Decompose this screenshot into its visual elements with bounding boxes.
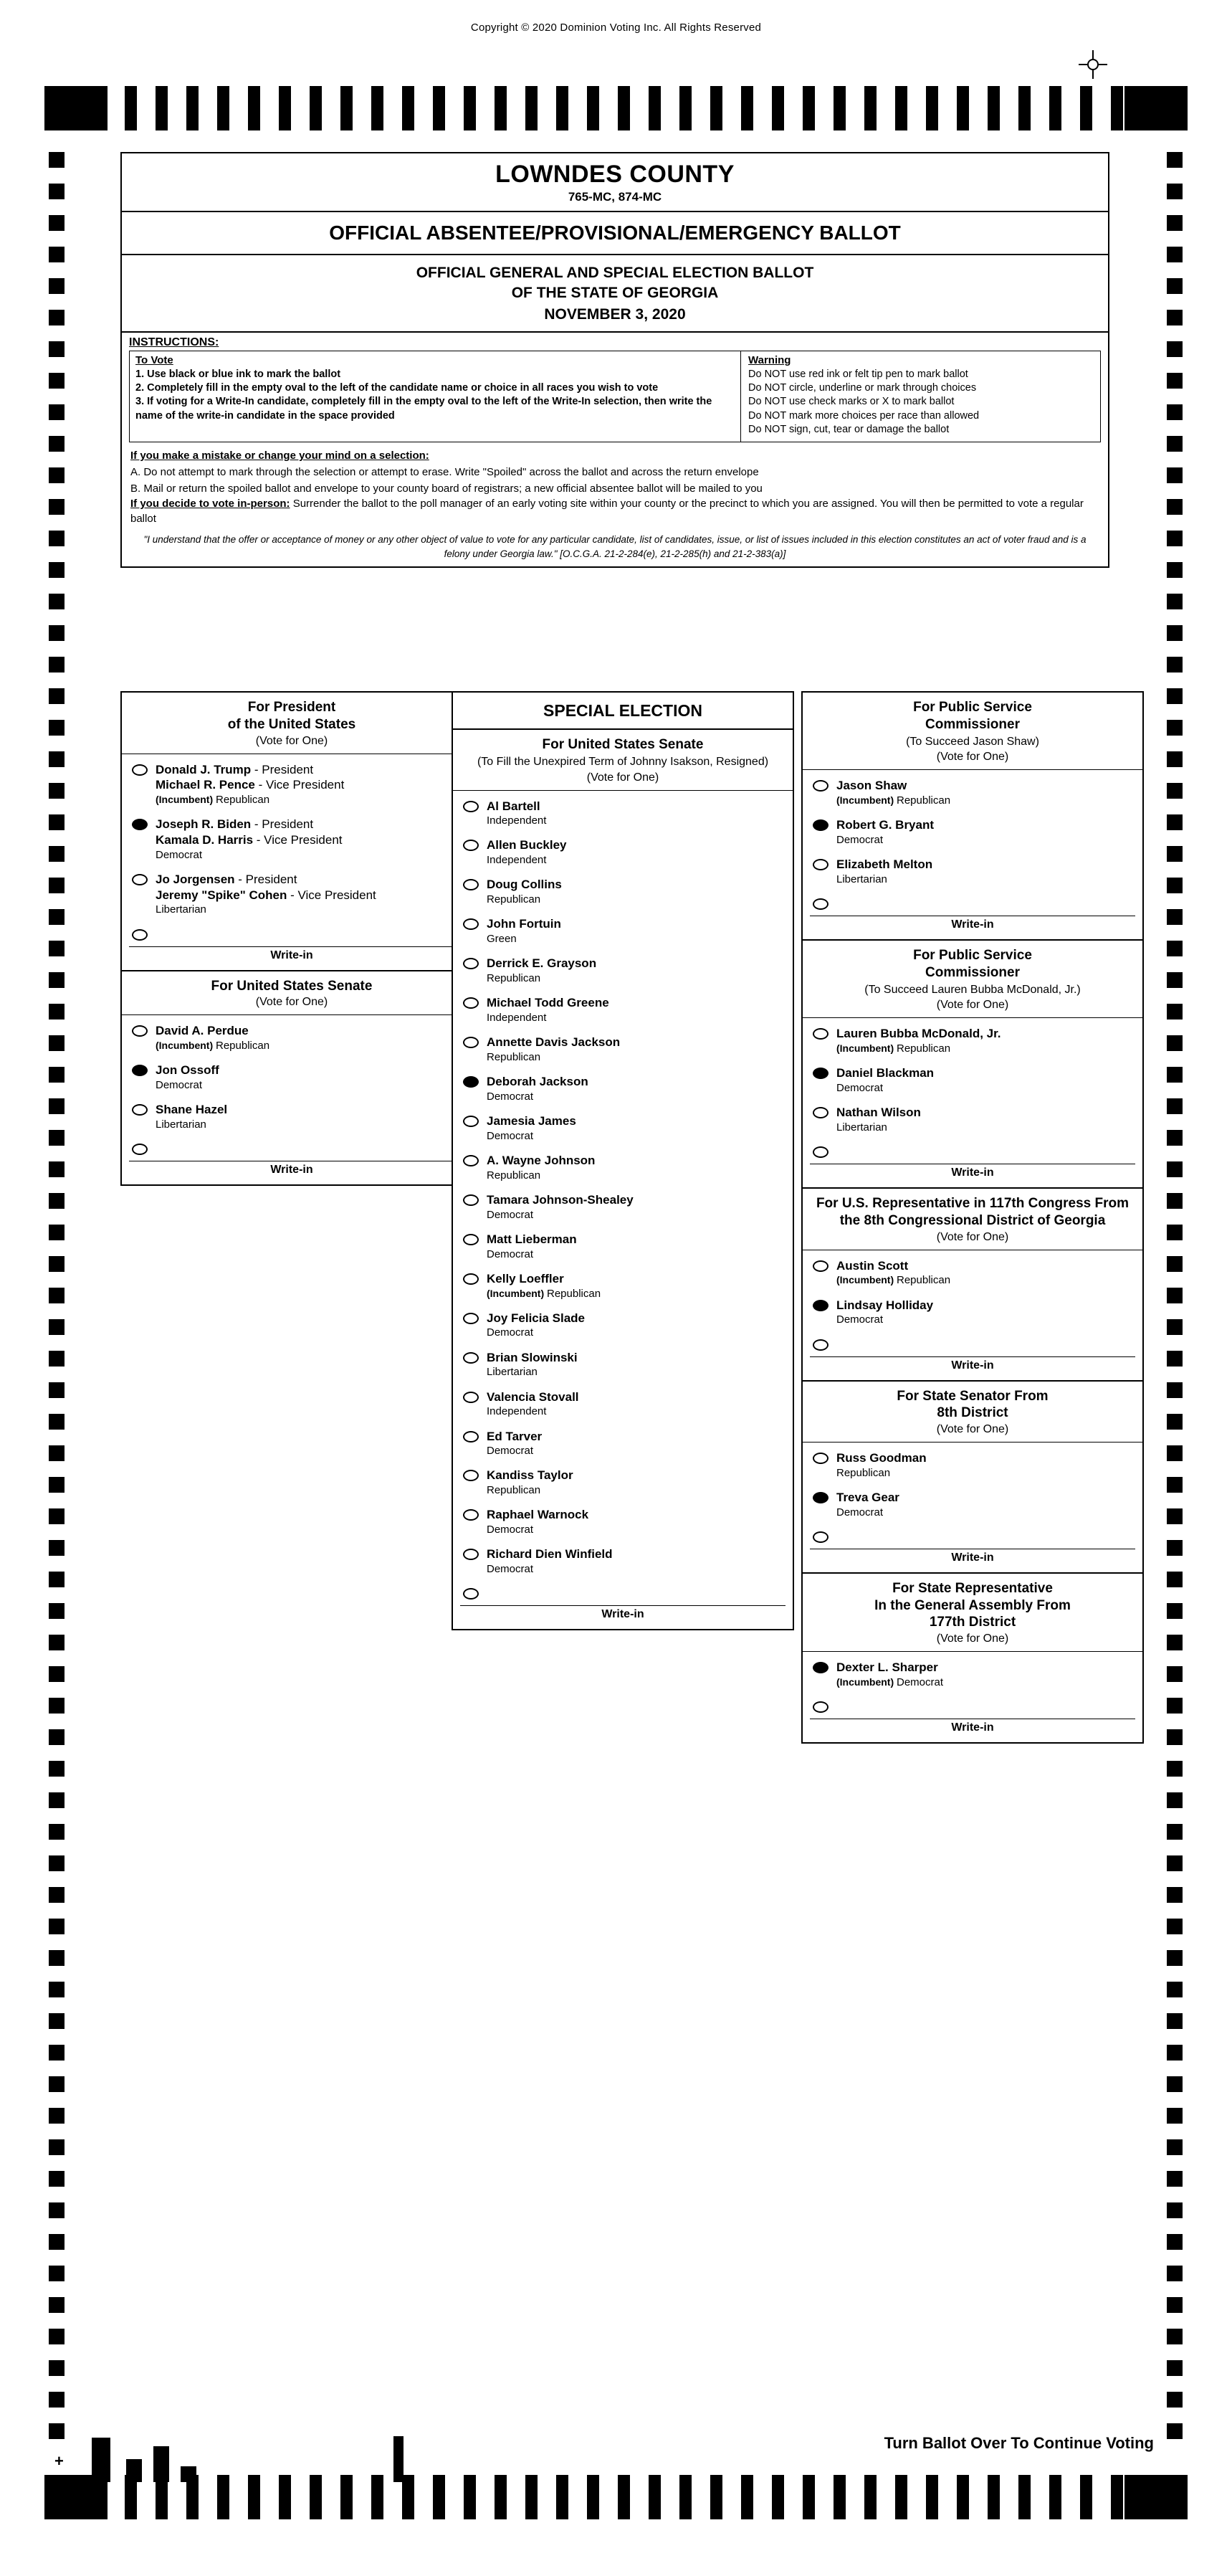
candidate-text — [487, 1113, 576, 1143]
candidate-name: Doug Collins — [487, 878, 562, 892]
contest-vote-for: (Vote for One) — [936, 1230, 1009, 1243]
candidate-name: Russ Goodman — [836, 1451, 927, 1465]
candidate-text — [487, 1192, 634, 1222]
vote-oval[interactable] — [813, 1701, 829, 1713]
vote-oval[interactable] — [813, 1662, 829, 1673]
candidate-row[interactable] — [453, 832, 793, 872]
vote-oval[interactable] — [813, 1068, 829, 1079]
contest-column-1 — [120, 691, 463, 1186]
candidate-party: (Incumbent) Republican — [836, 1274, 951, 1287]
contest-title: For State Representative In the General Assembly From 177th District — [874, 1580, 1071, 1630]
vote-oval[interactable] — [463, 1037, 479, 1048]
contest-title: For Public Service Commissioner — [913, 700, 1032, 732]
write-in-label: Write-in — [810, 916, 1135, 931]
to-vote-heading: To Vote — [135, 353, 173, 366]
candidate-party: Democrat — [487, 1208, 534, 1221]
candidate-text — [836, 1065, 934, 1095]
candidate-party: Libertarian — [487, 1366, 538, 1379]
vote-oval[interactable] — [813, 1531, 829, 1543]
candidate-party: Independent — [487, 1011, 547, 1024]
candidate-row[interactable] — [453, 1424, 793, 1463]
vote-oval[interactable] — [463, 1588, 479, 1600]
copyright-notice: Copyright © 2020 Dominion Voting Inc. All Rights Reserved — [470, 22, 762, 34]
vote-oval[interactable] — [463, 879, 479, 890]
contest-state-senator-8 — [801, 1382, 1144, 1574]
contest-state-rep-177 — [801, 1574, 1144, 1744]
vote-oval[interactable] — [132, 1104, 148, 1116]
write-in-row[interactable] — [453, 1581, 793, 1600]
contest-vote-for: (Vote for One) — [936, 751, 1009, 764]
vote-oval[interactable] — [463, 997, 479, 1009]
candidate-name: Annette Davis Jackson — [487, 1035, 621, 1050]
candidate-party: Republican — [836, 1466, 891, 1479]
candidate-party: (Incumbent) Republican — [836, 794, 951, 807]
candidate-row[interactable] — [122, 812, 462, 867]
candidate-text — [836, 817, 934, 847]
bottom-timing-marks — [44, 2475, 1188, 2519]
to-vote-item: 2. Completely fill in the empty oval to the left of the candidate name or choice in all races you wish to vote — [135, 381, 659, 394]
candidate-list — [803, 1652, 1142, 1742]
vote-oval[interactable] — [132, 764, 148, 776]
vote-oval[interactable] — [132, 874, 148, 885]
candidate-name: Lauren Bubba McDonald, Jr. — [836, 1027, 1001, 1041]
contest-us-senate-perdue — [120, 971, 463, 1187]
write-in-row[interactable] — [803, 891, 1142, 910]
candidate-name: Austin Scott — [836, 1258, 909, 1273]
candidate-name: David A. Perdue — [156, 1024, 249, 1038]
candidate-text — [487, 956, 596, 985]
vote-oval[interactable] — [463, 1392, 479, 1403]
candidate-row[interactable] — [453, 1541, 793, 1581]
candidate-name: Michael Todd Greene — [487, 996, 609, 1010]
footer-plus-mark: + — [54, 2452, 64, 2470]
contest-title: For U.S. Representative in 117th Congress From the 8th Congressional District of Georgia — [816, 1196, 1130, 1228]
candidate-name: Shane Hazel — [156, 1103, 228, 1117]
candidate-party: Democrat — [487, 1129, 534, 1142]
candidate-party: (Incumbent) Republican — [487, 1287, 601, 1300]
ballot-type-title: OFFICIAL ABSENTEE/PROVISIONAL/EMERGENCY BALLOT — [329, 222, 901, 244]
candidate-party: Republican — [487, 1050, 541, 1063]
candidate-row[interactable] — [803, 812, 1142, 852]
candidate-party: Democrat — [487, 1090, 534, 1103]
vote-oval[interactable] — [132, 1065, 148, 1076]
candidate-name: Nathan Wilson — [836, 1106, 921, 1120]
candidate-text — [156, 1063, 219, 1092]
candidate-text — [836, 1298, 933, 1327]
candidate-name: Valencia Stovall — [487, 1389, 579, 1404]
candidate-text — [836, 857, 932, 886]
candidate-name: Dexter L. Sharper — [836, 1660, 938, 1675]
candidate-party: (Incumbent) Democrat — [836, 1676, 944, 1688]
candidate-party: Democrat — [487, 1563, 534, 1576]
to-vote-item: 3. If voting for a Write-In candidate, completely fill in the empty oval to the left of the Write-In selection, then write the name of the write-in candidate in the space provided — [135, 396, 712, 422]
write-in-row[interactable] — [803, 1694, 1142, 1713]
candidate-row[interactable] — [453, 1069, 793, 1108]
candidate-text — [836, 1450, 927, 1480]
contest-title: For United States Senate — [542, 737, 704, 752]
candidate-party: (Incumbent) Republican — [156, 1040, 270, 1052]
candidate-text — [836, 1490, 899, 1519]
warning-column — [741, 351, 1100, 442]
candidate-text — [487, 1035, 620, 1064]
candidate-party: Republican — [487, 972, 541, 985]
candidate-text — [487, 1546, 613, 1576]
vote-oval[interactable] — [132, 819, 148, 830]
write-in-label: Write-in — [810, 1549, 1135, 1564]
candidate-row[interactable] — [453, 1502, 793, 1541]
write-in-row[interactable] — [803, 1139, 1142, 1158]
election-date: NOVEMBER 3, 2020 — [544, 305, 686, 323]
candidate-row[interactable] — [453, 1306, 793, 1345]
candidate-row[interactable] — [453, 911, 793, 951]
candidate-row[interactable] — [803, 1253, 1142, 1293]
candidate-text — [487, 1074, 588, 1103]
candidate-party: Republican — [487, 1484, 541, 1497]
contest-psc-shaw — [801, 691, 1144, 941]
candidate-text — [836, 1660, 943, 1689]
county-name: LOWNDES COUNTY — [495, 161, 735, 188]
candidate-name: Brian Slowinski — [487, 1350, 578, 1364]
turn-ballot-over-text: Turn Ballot Over To Continue Voting — [884, 2434, 1154, 2452]
write-in-row[interactable] — [803, 1524, 1142, 1543]
candidate-row[interactable] — [453, 1463, 793, 1502]
candidate-party: Democrat — [836, 1506, 884, 1518]
contest-title: For Public Service Commissioner — [913, 948, 1032, 980]
candidate-party: Independent — [487, 854, 547, 867]
contest-vote-for: (Vote for One) — [936, 1632, 1009, 1645]
vote-oval[interactable] — [463, 1273, 479, 1285]
candidate-party: Democrat — [487, 1445, 534, 1458]
vote-oval[interactable] — [463, 801, 479, 812]
vote-oval[interactable] — [132, 1025, 148, 1037]
vote-oval[interactable] — [463, 1470, 479, 1481]
candidate-name: Donald J. Trump — [156, 762, 252, 776]
vote-oval[interactable] — [813, 898, 829, 910]
candidate-list — [803, 1250, 1142, 1380]
candidate-name: Joy Felicia Slade — [487, 1311, 586, 1325]
election-title-line1: OFFICIAL GENERAL AND SPECIAL ELECTION BALLOT — [416, 265, 814, 281]
candidate-party: Democrat — [156, 848, 203, 861]
candidate-row[interactable] — [453, 1227, 793, 1266]
candidate-text — [836, 1026, 1001, 1055]
contest-vote-for: (Vote for One) — [255, 734, 328, 747]
candidate-row[interactable] — [453, 794, 793, 833]
candidate-name: Richard Dien Winfield — [487, 1547, 613, 1562]
warning-item: Do NOT mark more choices per race than allowed — [748, 409, 980, 422]
write-in-row[interactable] — [122, 922, 462, 941]
contest-subtitle: (To Succeed Jason Shaw) — [906, 735, 1039, 748]
candidate-name: Kelly Loeffler — [487, 1271, 564, 1285]
ballot-header — [120, 152, 1109, 568]
vote-oval[interactable] — [813, 1492, 829, 1503]
candidate-name: Elizabeth Melton — [836, 857, 933, 872]
candidate-row[interactable] — [453, 1148, 793, 1187]
candidate-name: Robert G. Bryant — [836, 818, 935, 832]
candidate-party: Republican — [487, 1169, 541, 1182]
warning-item: Do NOT use check marks or X to mark ballot — [748, 396, 955, 408]
candidate-office: - President — [251, 762, 314, 776]
candidate-row[interactable] — [803, 1445, 1142, 1485]
instructions-box — [129, 351, 1101, 442]
candidate-party: Democrat — [487, 1326, 534, 1339]
running-mate-office: - Vice President — [253, 832, 343, 847]
candidate-name: Jason Shaw — [836, 779, 907, 793]
candidate-list — [803, 770, 1142, 939]
voter-fraud-oath: "I understand that the offer or acceptance of money or any other object of value to vote for any particular candidate, list of candidates, issue, or list of issues included in this election constitutes an act of voter fraud and is a felony under Georgia law." [O.C.G.A. 21-2-284(e), 21-2-285(h) and 21-2-383(a)] — [143, 534, 1087, 559]
candidate-row[interactable] — [122, 1097, 462, 1136]
running-mate-office: - Vice President — [287, 888, 376, 902]
candidate-name: John Fortuin — [487, 917, 561, 931]
footer-s-mark: s — [393, 2452, 401, 2466]
candidate-text — [156, 1023, 269, 1052]
candidate-text — [156, 872, 376, 917]
candidate-name: Joseph R. Biden — [156, 817, 252, 832]
candidate-row[interactable] — [803, 1293, 1142, 1332]
mistake-item-b: B. Mail or return the spoiled ballot and envelope to your county board of registrars; a new official absentee ballot will be mailed to you — [130, 483, 763, 495]
vote-oval[interactable] — [813, 1339, 829, 1351]
vote-oval[interactable] — [463, 840, 479, 851]
candidate-text — [487, 1507, 588, 1536]
inperson-body: Surrender the ballot to the poll manager of an early voting site within your county or the precinct to which you are assigned. You will then be permitted to vote a regular ballot — [130, 498, 1084, 526]
candidate-row[interactable] — [122, 1058, 462, 1097]
warning-item: Do NOT circle, underline or mark through choices — [748, 381, 977, 394]
warning-item: Do NOT sign, cut, tear or damage the ballot — [748, 423, 950, 435]
vote-oval[interactable] — [813, 1107, 829, 1118]
candidate-party: (Incumbent) Republican — [156, 794, 270, 806]
contest-column-2 — [452, 691, 794, 1630]
candidate-office: - President — [251, 817, 314, 832]
write-in-row[interactable] — [803, 1332, 1142, 1351]
vote-oval[interactable] — [463, 1076, 479, 1088]
contest-president — [120, 691, 463, 971]
ballot-codes: 765-MC, 874-MC — [568, 190, 662, 204]
candidate-text — [487, 877, 562, 906]
candidate-row[interactable] — [453, 1384, 793, 1424]
contest-vote-for: (Vote for One) — [936, 1423, 1009, 1436]
candidate-row[interactable] — [803, 1100, 1142, 1139]
candidate-text — [487, 995, 609, 1025]
candidate-party: Democrat — [487, 1247, 534, 1260]
candidate-party: Republican — [487, 893, 541, 906]
candidate-party: Libertarian — [836, 873, 887, 885]
vote-oval[interactable] — [813, 859, 829, 870]
candidate-list — [803, 1443, 1142, 1572]
candidate-text — [487, 1311, 585, 1340]
contest-vote-for: (Vote for One) — [936, 999, 1009, 1012]
vote-oval[interactable] — [463, 1509, 479, 1521]
candidate-row[interactable] — [453, 1030, 793, 1069]
candidate-name: Lindsay Holliday — [836, 1298, 934, 1312]
candidate-text — [836, 1258, 950, 1288]
contest-subtitle: (To Fill the Unexpired Term of Johnny Isakson, Resigned) — [477, 755, 769, 768]
candidate-party: Independent — [487, 814, 547, 827]
candidate-row[interactable] — [803, 773, 1142, 812]
running-mate-name: Jeremy "Spike" Cohen — [156, 888, 287, 902]
write-in-label: Write-in — [810, 1164, 1135, 1179]
candidate-row[interactable] — [453, 1108, 793, 1148]
candidate-row[interactable] — [453, 951, 793, 990]
candidate-list — [453, 791, 793, 1630]
candidate-text — [487, 1232, 577, 1261]
vote-oval[interactable] — [813, 1453, 829, 1464]
candidate-row[interactable] — [803, 1060, 1142, 1100]
candidate-row[interactable] — [803, 1485, 1142, 1524]
running-mate-name: Michael R. Pence — [156, 778, 255, 792]
write-in-row[interactable] — [122, 1136, 462, 1155]
candidate-row[interactable] — [122, 1018, 462, 1058]
election-title-line2: OF THE STATE OF GEORGIA — [511, 285, 719, 302]
inperson-heading: If you decide to vote in-person: — [130, 498, 290, 510]
mistake-item-a: A. Do not attempt to mark through the selection or attempt to erase. Write "Spoiled" across the ballot and across the return envelope — [130, 466, 759, 479]
candidate-name: Daniel Blackman — [836, 1066, 935, 1080]
candidate-name: Raphael Warnock — [487, 1508, 589, 1522]
special-election-banner — [452, 691, 794, 730]
vote-oval[interactable] — [132, 1144, 148, 1155]
vote-oval[interactable] — [463, 1549, 479, 1560]
candidate-list — [122, 754, 462, 970]
vote-oval[interactable] — [463, 1431, 479, 1443]
candidate-party: Libertarian — [156, 903, 206, 916]
vote-oval[interactable] — [463, 958, 479, 969]
mistake-note — [130, 448, 1099, 526]
candidate-office: - President — [234, 872, 297, 886]
vote-oval[interactable] — [463, 1234, 479, 1245]
candidate-party: Green — [487, 933, 517, 946]
mistake-heading: If you make a mistake or change your mind on a selection: — [130, 450, 429, 462]
vote-oval[interactable] — [813, 1260, 829, 1272]
candidate-name: Jamesia James — [487, 1114, 576, 1128]
candidate-text — [487, 1429, 542, 1458]
candidate-row[interactable] — [453, 872, 793, 911]
warning-item: Do NOT use red ink or felt tip pen to mark ballot — [748, 368, 968, 380]
candidate-name: Tamara Johnson-Shealey — [487, 1192, 634, 1207]
top-timing-marks — [44, 86, 1188, 130]
candidate-party: Democrat — [836, 833, 884, 846]
candidate-name: A. Wayne Johnson — [487, 1153, 596, 1167]
candidate-text — [487, 799, 546, 828]
contest-us-rep-8 — [801, 1189, 1144, 1381]
candidate-party: Democrat — [836, 1313, 884, 1326]
write-in-label: Write-in — [810, 1356, 1135, 1372]
candidate-text — [487, 1468, 573, 1497]
candidate-party: Libertarian — [156, 1118, 206, 1131]
candidate-text — [156, 762, 344, 807]
candidate-name: Matt Lieberman — [487, 1232, 577, 1246]
vote-oval[interactable] — [813, 780, 829, 792]
candidate-party: (Incumbent) Republican — [836, 1042, 951, 1055]
candidate-row[interactable] — [803, 1655, 1142, 1694]
candidate-name: Allen Buckley — [487, 838, 567, 852]
vote-oval[interactable] — [813, 1146, 829, 1158]
candidate-list — [803, 1018, 1142, 1187]
write-in-label: Write-in — [129, 946, 454, 962]
write-in-label: Write-in — [810, 1719, 1135, 1734]
running-mate-office: - Vice President — [254, 778, 345, 792]
contest-vote-for: (Vote for One) — [586, 771, 659, 784]
candidate-row[interactable] — [803, 1021, 1142, 1060]
contest-psc-mcdonald — [801, 941, 1144, 1189]
candidate-party: Democrat — [487, 1524, 534, 1536]
candidate-name: Deborah Jackson — [487, 1075, 588, 1089]
candidate-text — [836, 1105, 921, 1134]
vote-oval[interactable] — [813, 1300, 829, 1311]
candidate-text — [156, 817, 343, 862]
instructions-label: INSTRUCTIONS: — [129, 336, 219, 348]
to-vote-column — [130, 351, 741, 442]
contest-us-senate-special — [452, 730, 794, 1630]
contest-title: For President of the United States — [227, 700, 356, 732]
contest-column-3 — [801, 691, 1144, 1744]
vote-oval[interactable] — [463, 1155, 479, 1166]
candidate-text — [487, 837, 567, 867]
contest-subtitle: (To Succeed Lauren Bubba McDonald, Jr.) — [864, 983, 1081, 996]
contest-title: For State Senator From 8th District — [897, 1388, 1049, 1421]
candidate-row[interactable] — [453, 1266, 793, 1306]
candidate-text — [836, 778, 950, 807]
candidate-text — [487, 1350, 578, 1379]
candidate-party: Libertarian — [836, 1121, 887, 1134]
candidate-name: Ed Tarver — [487, 1429, 543, 1443]
candidate-name: Kandiss Taylor — [487, 1468, 573, 1483]
candidate-row[interactable] — [122, 757, 462, 812]
candidate-row[interactable] — [122, 867, 462, 922]
write-in-label: Write-in — [460, 1605, 785, 1621]
candidate-list — [122, 1015, 462, 1184]
candidate-party: Democrat — [156, 1079, 203, 1091]
candidate-name: Al Bartell — [487, 799, 540, 813]
vote-oval[interactable] — [463, 1194, 479, 1206]
contest-title: For United States Senate — [211, 978, 373, 994]
vote-oval[interactable] — [132, 929, 148, 941]
registration-target-icon — [1079, 50, 1107, 79]
contest-vote-for: (Vote for One) — [255, 996, 328, 1009]
to-vote-item: 1. Use black or blue ink to mark the ballot — [135, 368, 341, 380]
candidate-name: Jon Ossoff — [156, 1063, 219, 1078]
candidate-row[interactable] — [453, 1187, 793, 1227]
candidate-row[interactable] — [453, 990, 793, 1030]
vote-oval[interactable] — [813, 1028, 829, 1040]
write-in-label: Write-in — [129, 1161, 454, 1177]
candidate-name: Treva Gear — [836, 1491, 899, 1505]
warning-heading: Warning — [748, 353, 791, 366]
candidate-text — [487, 1389, 579, 1419]
vote-oval[interactable] — [813, 819, 829, 831]
candidate-name: Derrick E. Grayson — [487, 956, 597, 971]
candidate-party: Independent — [487, 1405, 547, 1418]
candidate-text — [487, 1153, 595, 1182]
candidate-name: Jo Jorgensen — [156, 872, 235, 886]
candidate-text — [487, 916, 561, 946]
special-election-title: SPECIAL ELECTION — [543, 701, 702, 720]
candidate-text — [156, 1102, 227, 1131]
running-mate-name: Kamala D. Harris — [156, 832, 254, 847]
vote-oval[interactable] — [463, 1116, 479, 1127]
candidate-text — [487, 1271, 601, 1301]
candidate-party: Democrat — [836, 1082, 884, 1095]
vote-oval[interactable] — [463, 918, 479, 930]
vote-oval[interactable] — [463, 1352, 479, 1364]
vote-oval[interactable] — [463, 1313, 479, 1324]
candidate-row[interactable] — [803, 852, 1142, 891]
candidate-row[interactable] — [453, 1345, 793, 1384]
